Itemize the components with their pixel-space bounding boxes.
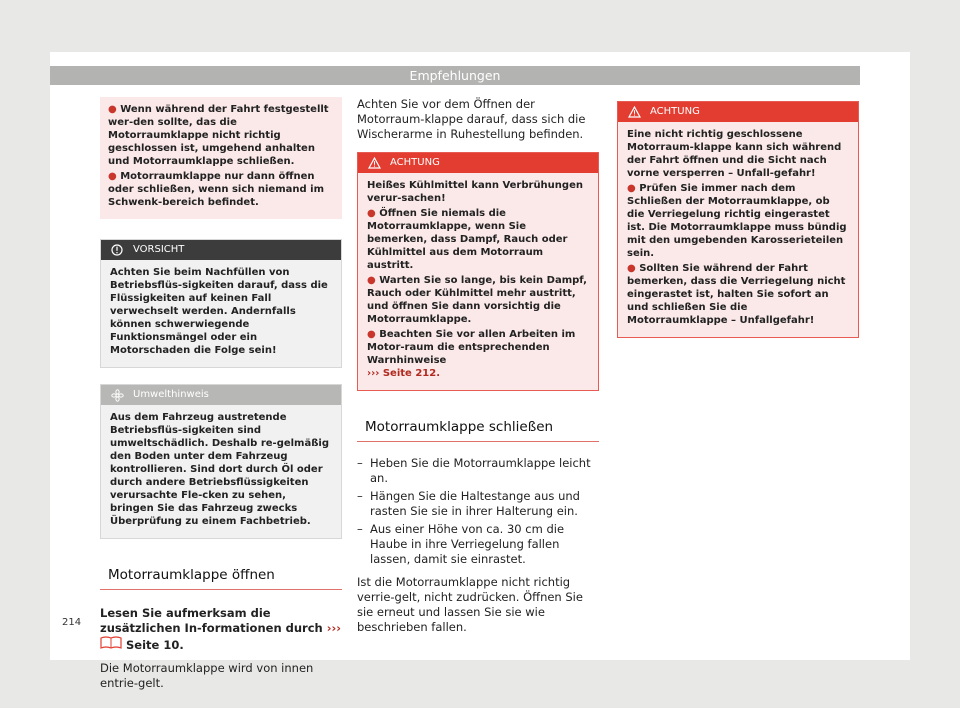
book-icon: [100, 638, 122, 652]
warning-label: ACHTUNG: [390, 157, 440, 168]
recommendation-box: [100, 97, 342, 219]
bullet-icon: ●: [627, 183, 636, 194]
warning-triangle-icon: [628, 106, 650, 118]
warning-box: [357, 152, 599, 391]
section-title-close: Motorraumklappe schließen: [357, 419, 599, 442]
info-circle-icon: [111, 244, 133, 256]
column-left: [100, 97, 342, 699]
warning-item: ● Öffnen Sie niemals die Motorraumklappe, wenn Sie bemerken, dass Dampf, Rauch oder Kühlmittel aus dem Motorraum austritt.: [367, 208, 568, 271]
bullet-icon: ●: [627, 263, 636, 274]
intro-text: Achten Sie vor dem Öffnen der Motorraum-klappe darauf, dass sich die Wischerarme in Ruhestellung befinden.: [357, 97, 586, 141]
environment-header: [101, 385, 341, 405]
list-item: – Hängen Sie die Haltestange aus und rasten Sie sie in ihrer Halterung ein.: [357, 489, 599, 519]
warning-box: [617, 101, 859, 338]
warning-header: [618, 102, 858, 122]
list-item: – Heben Sie die Motorraumklappe leicht an.: [357, 456, 599, 486]
warning-text: Eine nicht richtig geschlossene Motorraum-klappe kann sich während der Fahrt öffnen und die Sicht nach vorne versperren – Unfall-gefahr! ● Prüfen Sie immer nach dem Schließen der Motorraumklappe, ob die Verriegelung richtig eingerastet ist. Die Motorraumklappe muss bündig mit den umgebenden Karosserieteilen sein. ● Sollten Sie während der Fahrt bemerken, dass die Verriegelung nicht eingerastet ist, halten Sie sofort an und schließen Sie die Motorraumklappe – Unfallgefahr!: [618, 122, 858, 337]
column-right: [617, 97, 859, 338]
page-link[interactable]: Seite 212.: [382, 368, 440, 379]
paragraph: Die Motorraumklappe wird von innen entrie-gelt.: [100, 661, 314, 690]
environment-flower-icon: [111, 389, 133, 402]
steps-list: [357, 456, 599, 567]
warning-triangle-icon: [368, 157, 390, 169]
bullet-icon: ●: [367, 329, 376, 340]
caution-box: [100, 239, 342, 368]
bullet-icon: ●: [108, 171, 117, 182]
col2-text: [357, 456, 599, 635]
warning-item: ● Prüfen Sie immer nach dem Schließen der Motorraumklappe, ob die Verriegelung richtig eingerastet ist. Die Motorraumklappe muss bündig mit den umgebenden Karosserieteilen sein.: [627, 183, 847, 259]
environment-box: [100, 384, 342, 539]
column-middle: [357, 97, 599, 643]
environment-label: Umwelthinweis: [133, 389, 209, 400]
bullet-icon: ●: [108, 104, 117, 115]
page-link[interactable]: Seite 10.: [126, 638, 184, 652]
recommendation-item: ● Motorraumklappe nur dann öffnen oder schließen, wenn sich niemand im Schwenk-bereich befindet.: [108, 171, 324, 208]
list-item: – Aus einer Höhe von ca. 30 cm die Haube in ihre Verriegelung fallen lassen, damit sie einrastet.: [357, 522, 599, 567]
section-title-open: Motorraumklappe öffnen: [100, 567, 342, 590]
page-number: 214: [62, 617, 82, 628]
warning-item: ● Warten Sie so lange, bis kein Dampf, Rauch oder Kühlmittel mehr austritt, und öffnen Sie dann vorsichtig die Motorraumklappe.: [367, 275, 587, 325]
warning-label: ACHTUNG: [650, 106, 700, 117]
page-header: Empfehlungen: [50, 66, 860, 85]
warning-item: ● Beachten Sie vor allen Arbeiten im Motor-raum die entsprechenden Warnhinweise ››› Seite 212.: [367, 329, 576, 379]
warning-item: ● Sollten Sie während der Fahrt bemerken, dass die Verriegelung nicht eingerastet ist, halten Sie sofort an und schließen Sie die Motorraumklappe – Unfallgefahr!: [627, 263, 846, 326]
recommendation-item: ● Wenn während der Fahrt festgestellt wer-den sollte, das die Motorraumklappe nicht richtig geschlossen ist, umgehend anhalten und Motorraumklappe schließen.: [108, 104, 329, 167]
warning-text: Heißes Kühlmittel kann Verbrühungen verur-sachen! ● Öffnen Sie niemals die Motorraumklappe, wenn Sie bemerken, dass Dampf, Rauch oder Kühlmittel aus dem Motorraum austritt. ● Warten Sie so lange, bis kein Dampf, Rauch oder Kühlmittel mehr austritt, und öffnen Sie dann vorsichtig die Motorraumklappe. ● Beachten Sie vor allen Arbeiten im Motor-raum die entsprechenden Warnhinweise ››› Seite 212.: [358, 173, 598, 390]
caution-label: VORSICHT: [133, 244, 185, 255]
col1-text: [100, 606, 342, 691]
caution-text: Achten Sie beim Nachfüllen von Betriebsflüs-sigkeiten darauf, dass die Flüssigkeiten auf keinen Fall verwechselt werden. Andernfalls können schwerwiegende Funktionsmängel oder ein Motorschaden die Folge sein!: [110, 267, 328, 356]
environment-text: Aus dem Fahrzeug austretende Betriebsflüs-sigkeiten sind umweltschädlich. Deshalb re-gelmäßig den Boden unter dem Fahrzeug kontrollieren. Sind dort durch Öl oder durch andere Betriebsflüssigkeiten verursachte Fle-cken zu sehen, bringen Sie das Fahrzeug zwecks Überprüfung zu einem Fachbetrieb.: [110, 412, 330, 527]
caution-header: [101, 240, 341, 260]
warning-header: [358, 153, 598, 173]
paragraph: Ist die Motorraumklappe nicht richtig verrie-gelt, nicht zudrücken. Öffnen Sie sie erneut und lassen Sie sie wie beschrieben fallen.: [357, 575, 583, 634]
bullet-icon: ●: [367, 208, 376, 219]
bullet-icon: ●: [367, 275, 376, 286]
read-note: Lesen Sie aufmerksam die zusätzlichen In-formationen durch ››› Seite 10.: [100, 606, 341, 652]
